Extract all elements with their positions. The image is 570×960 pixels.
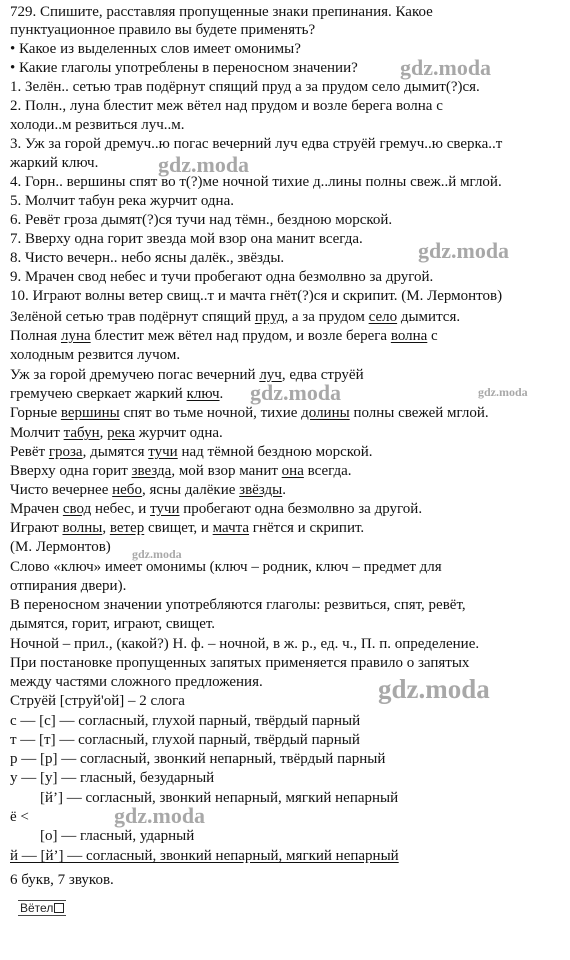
highlighted-word: ключ	[186, 386, 220, 402]
watermark: gdz.moda	[400, 55, 492, 80]
answer-line: Ночной – прил., (какой?) Н. ф. – ночной, в ж. р., ед. ч., П. п. определение.	[10, 636, 480, 652]
watermark: gdz.moda	[478, 385, 528, 399]
answer-line: Полная луна блестит меж вётел над прудом, и возле берега волна с	[10, 328, 438, 344]
answer-line: Молчит табун, река журчит одна.	[10, 425, 223, 441]
highlighted-word: тучи	[148, 444, 178, 460]
exercise-line: 5. Молчит табун река журчит одна.	[10, 193, 234, 209]
phonetic-line: с — [с] — согласный, глухой парный, твёрдый парный	[10, 713, 361, 729]
highlighted-word: пруд	[254, 309, 285, 325]
highlighted-word: село	[368, 309, 398, 325]
highlighted-word: река	[107, 425, 136, 441]
answer-line: между частями сложного предложения.	[10, 674, 263, 690]
phonetic-line: [о] — гласный, ударный	[40, 828, 195, 844]
exercise-line: 8. Чисто вечерн.. небо ясны далёк., звёзды.	[10, 250, 285, 266]
exercise-line: жаркий ключ.	[10, 155, 99, 171]
highlighted-word: звезда	[131, 463, 172, 479]
watermark: gdz.moda	[132, 547, 182, 561]
highlighted-word: гроза	[48, 444, 83, 460]
watermark: gdz.moda	[378, 674, 490, 704]
highlighted-word: волны	[62, 520, 103, 536]
answer-line: Слово «ключ» имеет омонимы (ключ – родник, ключ – предмет для	[10, 559, 442, 575]
answer-line: гремучею сверкает жаркий ключ.	[10, 386, 224, 402]
answer-line: дымятся, горит, играют, свищет.	[10, 616, 216, 632]
highlighted-word: волна	[390, 328, 428, 344]
answer-line: Вверху одна горит звезда, мой взор манит она всегда.	[10, 463, 352, 479]
highlighted-word: луч	[259, 367, 282, 383]
task-heading: 729. Спишите, расставляя пропущенные знаки препинания. Какое	[10, 4, 433, 20]
phonetic-line: т — [т] — согласный, глухой парный, твёрдый парный	[10, 732, 360, 748]
exercise-line: 4. Горн.. вершины спят во т(?)ме ночной тихие д..лины полны свеж..й мглой.	[10, 174, 502, 190]
cut-off-label: Вётел	[18, 900, 66, 916]
highlighted-word: долины	[301, 405, 350, 421]
answer-line: Мрачен свод небес, и тучи пробегают одна безмолвно за другой.	[10, 501, 423, 517]
answer-line: Уж за горой дремучею погас вечерний луч, едва струёй	[10, 367, 364, 383]
exercise-line: 9. Мрачен свод небес и тучи пробегают одна безмолвно за другой.	[10, 269, 434, 285]
answer-line: отпирания двери).	[10, 578, 127, 594]
highlighted-word: вершины	[60, 405, 120, 421]
square-icon	[54, 903, 64, 913]
highlighted-word: луна	[60, 328, 91, 344]
answer-line: Горные вершины спят во тьме ночной, тихие долины полны свежей мглой.	[10, 405, 489, 421]
exercise-line: 3. Уж за горой дремуч..ю погас вечерний луч едва струёй гремуч..ю сверка..т	[10, 136, 503, 152]
highlighted-word: ветер	[109, 520, 145, 536]
phonetic-summary: 6 букв, 7 звуков.	[10, 872, 114, 888]
exercise-line: 10. Играют волны ветер свищ..т и мачта гнёт(?)ся и скрипит. (М. Лермонтов)	[10, 288, 503, 304]
task-text: пунктуационное правило вы будете применять?	[10, 22, 316, 38]
answer-line: Зелёной сетью трав подёрнут спящий пруд, а за прудом село дымится.	[10, 309, 461, 325]
watermark: gdz.moda	[250, 380, 342, 405]
answer-line: Чисто вечернее небо, ясны далёкие звёзды.	[10, 482, 286, 498]
exercise-line: 7. Вверху одна горит звезда мой взор она манит всегда.	[10, 231, 363, 247]
phonetic-brace: ё <	[10, 809, 29, 825]
exercise-line: 6. Ревёт гроза дымят(?)ся тучи над тёмн., бездною морской.	[10, 212, 393, 228]
watermark: gdz.moda	[114, 803, 206, 828]
task-question: • Какое из выделенных слов имеет омонимы?	[10, 41, 301, 57]
phonetic-line: р — [р] — согласный, звонкий непарный, твёрдый парный	[10, 751, 386, 767]
highlighted-word: она	[281, 463, 304, 479]
answer-line: Ревёт гроза, дымятся тучи над тёмной бездною морской.	[10, 444, 373, 460]
highlighted-word: мачта	[212, 520, 250, 536]
phonetic-heading: Струёй [струй'ой] – 2 слога	[10, 693, 185, 709]
answer-line: В переносном значении употребляются глаголы: резвиться, спят, ревёт,	[10, 597, 466, 613]
highlighted-word: тучи	[150, 501, 180, 517]
highlighted-word: звёзды	[239, 482, 283, 498]
watermark: gdz.moda	[158, 152, 250, 177]
task-question: • Какие глаголы употреблены в переносном значении?	[10, 60, 358, 76]
phonetic-line: у — [у] — гласный, безударный	[10, 770, 215, 786]
watermark: gdz.moda	[418, 238, 510, 263]
answer-line: холодным резвится лучом.	[10, 347, 181, 363]
exercise-line: 1. Зелён.. сетью трав подёрнут спящий пруд а за прудом село дымит(?)ся.	[10, 79, 480, 95]
exercise-line: 2. Полн., луна блестит меж вётел над прудом и возле берега волна с	[10, 98, 443, 114]
phonetic-line: [й’] — согласный, звонкий непарный, мягкий непарный	[40, 790, 399, 806]
highlighted-word: свод	[62, 501, 92, 517]
phonetic-line: й — [й’] — согласный, звонкий непарный, мягкий непарный	[10, 848, 399, 864]
highlighted-word: табун	[63, 425, 100, 441]
highlighted-word: небо	[112, 482, 142, 498]
exercise-line: холоди..м резвиться луч..м.	[10, 117, 185, 133]
answer-line: Играют волны, ветер свищет, и мачта гнётся и скрипит.	[10, 520, 365, 536]
answer-line: (М. Лермонтов)	[10, 539, 111, 555]
answer-line: При постановке пропущенных запятых применяется правило о запятых	[10, 655, 470, 671]
